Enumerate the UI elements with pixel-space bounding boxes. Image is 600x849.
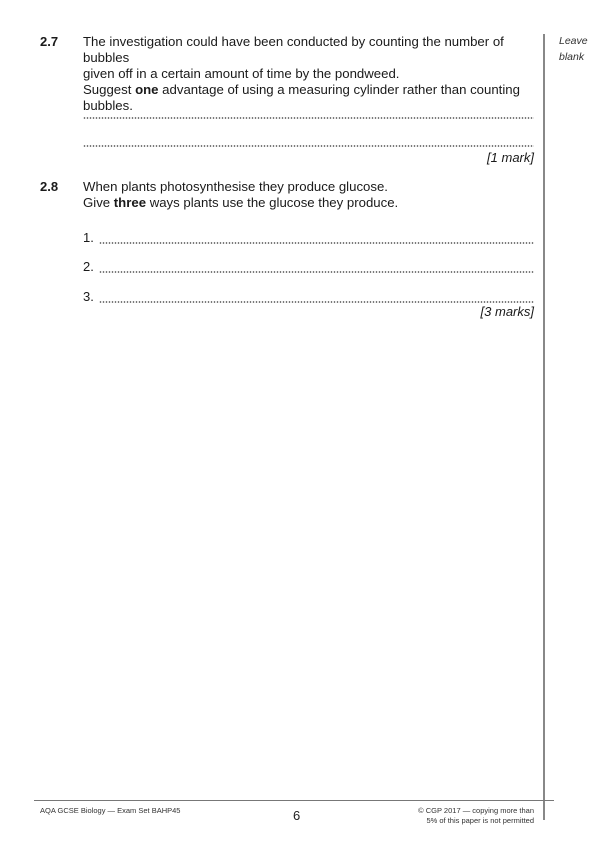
dotted-line (99, 301, 534, 303)
footer-rule (34, 800, 554, 801)
answer-label: 2. (83, 259, 94, 274)
leave-blank-line2: blank (559, 51, 585, 63)
answer-label: 3. (83, 289, 94, 304)
footer-exam-title: AQA GCSE Biology — Exam Set BAHP45 (40, 806, 181, 815)
question-prompt (83, 82, 543, 114)
copyright-line1: © CGP 2017 — copying more than (418, 806, 534, 815)
question-line: The investigation could have been conducted by counting the number of bubbles (83, 34, 504, 65)
question-line: given off in a certain amount of time by the pondweed. (83, 66, 400, 81)
question-line: When plants photosynthesise they produce glucose. (83, 179, 388, 194)
answer-line-2-8-2[interactable] (83, 259, 534, 275)
answer-line-2-8-3[interactable] (83, 289, 534, 305)
marks-label-2-8: [3 marks] (480, 304, 534, 319)
prompt-text: Give (83, 195, 114, 210)
margin-line (543, 34, 545, 820)
page-number: 6 (293, 808, 301, 823)
prompt-emphasis: three (113, 195, 147, 210)
answer-line-2-7-1[interactable] (83, 117, 534, 119)
answer-label: 1. (83, 230, 94, 245)
dotted-line (99, 242, 534, 244)
question-prompt (83, 195, 543, 211)
leave-blank-label (559, 33, 588, 65)
question-text-2-8 (83, 179, 543, 211)
answer-line-2-8-1[interactable] (83, 230, 534, 246)
prompt-text: Suggest (83, 82, 136, 97)
footer-copyright (418, 806, 534, 826)
copyright-line2: 5% of this paper is not permitted (426, 816, 534, 825)
question-number-2-7: 2.7 (40, 34, 59, 49)
leave-blank-line1: Leave (559, 35, 588, 47)
dotted-line (99, 271, 534, 273)
prompt-text: advantage of using a measuring cylinder rather than counting bubbles. (83, 82, 520, 113)
answer-line-2-7-2[interactable] (83, 145, 534, 147)
marks-label-2-7: [1 mark] (487, 150, 534, 165)
prompt-text: ways plants use the glucose they produce. (146, 195, 399, 210)
prompt-emphasis: one (135, 82, 159, 97)
question-text-2-7 (83, 34, 543, 114)
question-number-2-8: 2.8 (40, 179, 59, 194)
